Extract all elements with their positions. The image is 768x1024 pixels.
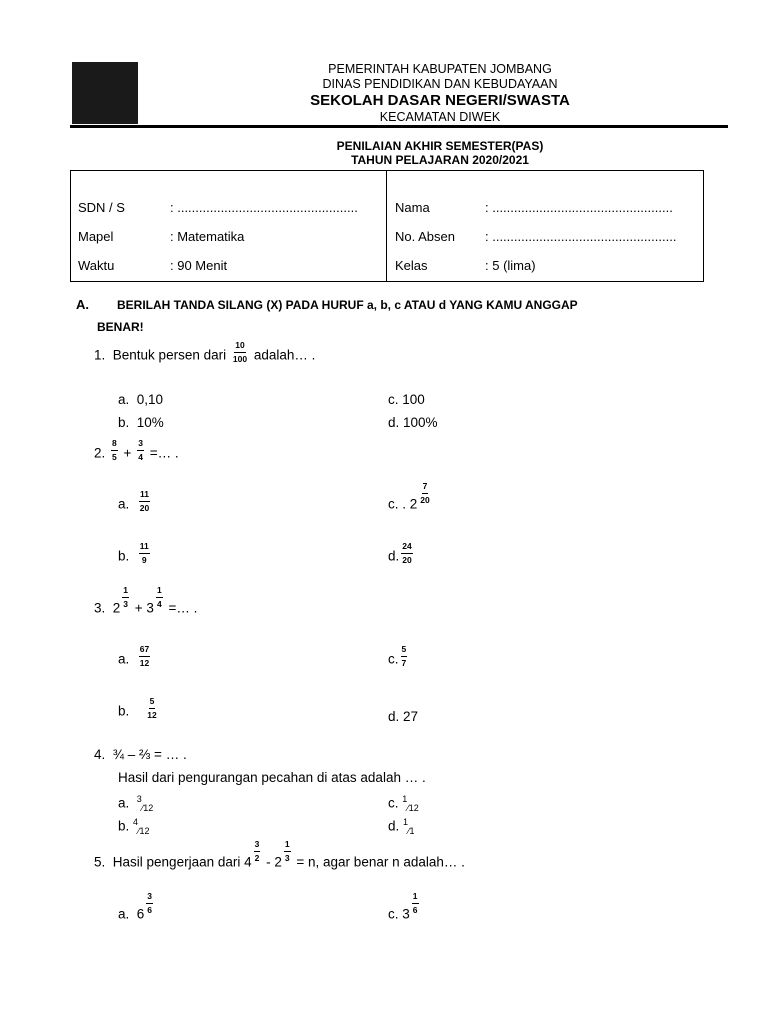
q2-option-a[interactable]: a. $\frac{11}{20}$ (118, 489, 150, 513)
header-rule (70, 125, 728, 128)
student-info-box (70, 170, 704, 282)
question-3: 3. 2 $\frac{1}{3}$ + 3 $\frac{1}{4}$ =… . (94, 585, 198, 616)
kelas-value: : 5 (lima) (485, 258, 536, 273)
q1-fraction: $\frac{10}{100}$ (232, 340, 248, 364)
q5-option-a[interactable]: a. 6 $\frac{3}{6}$ (118, 891, 153, 922)
q3-option-d[interactable]: d. 27 (388, 709, 419, 724)
regency-logo (72, 62, 138, 124)
exam-title: PENILAIAN AKHIR SEMESTER(PAS) (336, 139, 544, 153)
q2-fraction-1: $\frac{8}{5}$ (112, 438, 117, 462)
q3-option-c[interactable]: c. $\frac{5}{7}$ (388, 644, 407, 668)
q3-option-a[interactable]: a. $\frac{67}{12}$ (118, 644, 150, 668)
q4-option-d[interactable]: d. $^1_{⁄1}$ (388, 817, 415, 837)
q4-text: Hasil dari pengurangan pecahan di atas adalah … . (118, 770, 426, 785)
waktu-value: : 90 Menit (170, 258, 228, 273)
q1-tail: adalah… . (253, 347, 316, 363)
absen-value: : ................................................... (485, 229, 677, 244)
kelas-label: Kelas (395, 258, 428, 273)
exam-year: TAHUN PELAJARAN 2020/2021 (351, 153, 529, 167)
q1-option-a[interactable]: a. 0,10 (118, 392, 164, 407)
question-2: 2. $\frac{8}{5}$ + $\frac{3}{4}$ =… . (94, 438, 179, 462)
header-school: SEKOLAH DASAR NEGERI/SWASTA (310, 92, 570, 109)
q1-option-b[interactable]: b. 10% (118, 415, 164, 430)
question-4: 4. ¾ – ⅔ = … . (94, 747, 187, 762)
mapel-value: : Matematika (170, 229, 245, 244)
nama-value: : .................................................. (485, 200, 673, 215)
q5-option-c[interactable]: c. 3 $\frac{1}{6}$ (388, 891, 418, 922)
sdn-label: SDN / S (78, 200, 125, 215)
sdn-value: : .................................................. (170, 200, 358, 215)
question-5: 5. Hasil pengerjaan dari 4 $\frac{3}{2}$ - 2 $\frac{1}{3}$ = n, agar benar n adalah… . (94, 839, 465, 870)
q1-option-c[interactable]: c. 100 (388, 392, 425, 407)
q2-option-b[interactable]: b. $\frac{11}{9}$ (118, 541, 149, 565)
section-letter: A. (76, 297, 89, 312)
header-department: DINAS PENDIDIKAN DAN KEBUDAYAAN (322, 77, 558, 91)
q2-option-c[interactable]: c. . 2 $\frac{7}{20}$ (388, 481, 430, 512)
q4-option-b[interactable]: b. $^4_{⁄12}$ (118, 817, 150, 837)
q1-text: Bentuk persen dari (112, 347, 227, 363)
info-box-divider (386, 170, 387, 282)
waktu-label: Waktu (78, 258, 115, 273)
nama-label: Nama (395, 200, 430, 215)
mapel-label: Mapel (78, 229, 114, 244)
header-district: KECAMATAN DIWEK (379, 110, 501, 124)
question-1 (94, 340, 316, 367)
header-government: PEMERINTAH KABUPATEN JOMBANG (328, 62, 552, 76)
section-instruction: BERILAH TANDA SILANG (X) PADA HURUF a, b, c ATAU d YANG KAMU ANGGAP (117, 298, 578, 312)
q4-option-a[interactable]: a. $^3_{⁄12}$ (118, 794, 154, 814)
q2-fraction-2: $\frac{3}{4}$ (138, 438, 143, 462)
absen-label: No. Absen (395, 229, 455, 244)
q1-number: 1. (94, 347, 106, 363)
q4-option-c[interactable]: c. $^1_{⁄12}$ (388, 794, 419, 814)
q3-option-b[interactable]: b. $\frac{5}{12}$ (118, 696, 157, 720)
q2-option-d[interactable]: d. $\frac{24}{20}$ (388, 541, 412, 565)
section-instruction-cont: BENAR! (97, 320, 144, 334)
q1-option-d[interactable]: d. 100% (388, 415, 438, 430)
